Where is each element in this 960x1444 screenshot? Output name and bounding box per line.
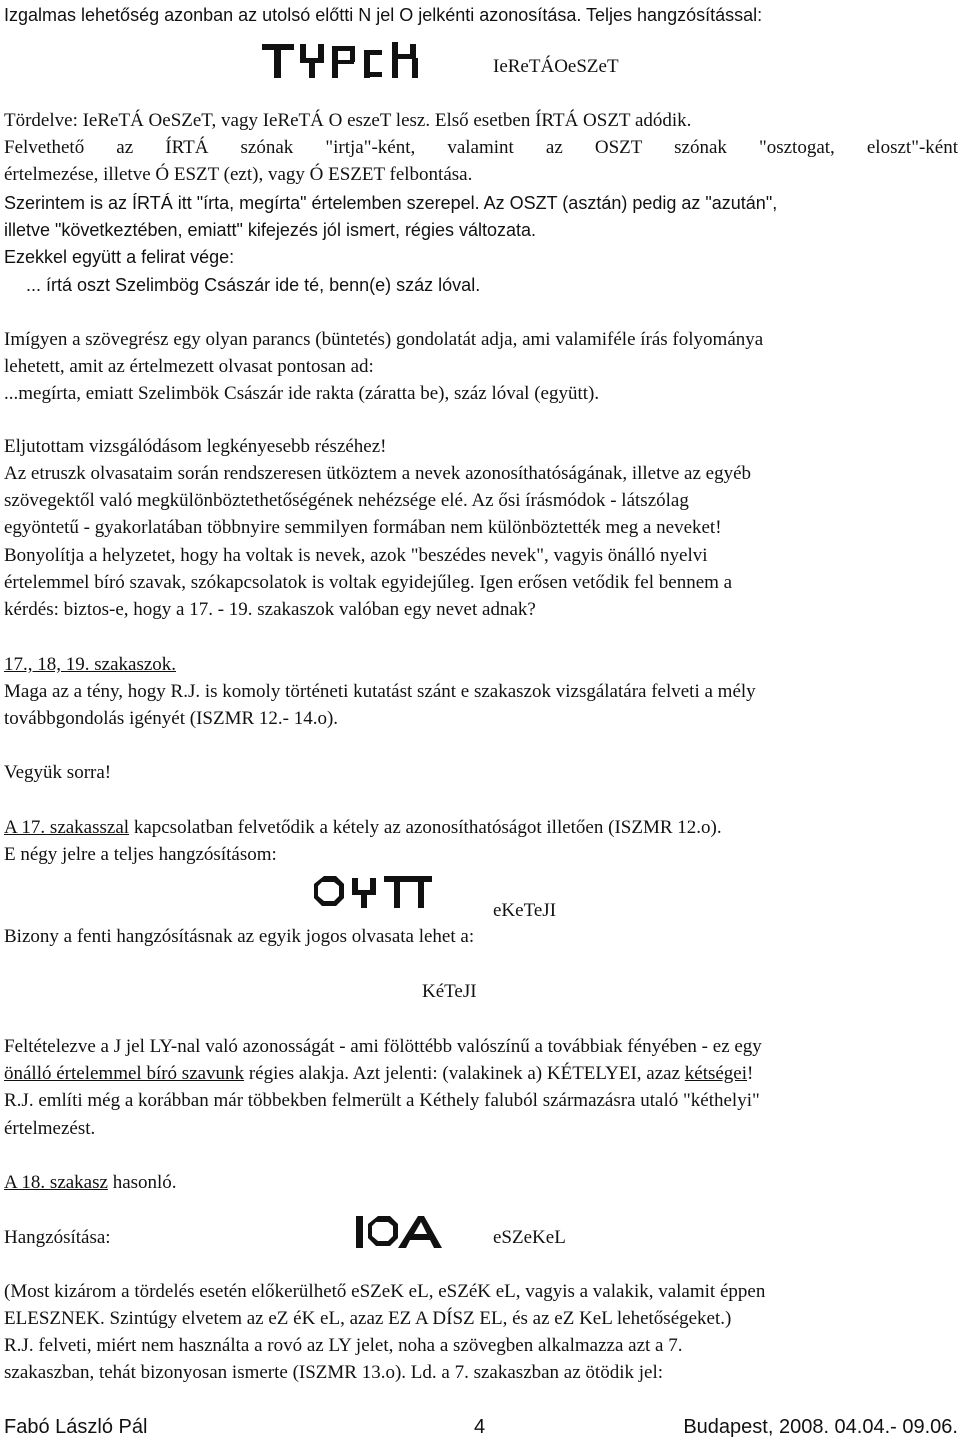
section1719-line-1: Maga az a tény, hogy R.J. is komoly történeti kutatást szánt e szakaszok vizsgálatára felveti a mély: [4, 681, 756, 702]
para3-line-1: Eljutottam vizsgálódásom legkényesebb részéhez!: [4, 436, 387, 457]
section18-heading: A 18. szakasz: [4, 1172, 108, 1193]
section17-heading: A 17. szakasszal: [4, 817, 130, 838]
para3-line-4: egyöntetű - gyakorlatában többnyire semmilyen formában nem különböztették meg a neveket!: [4, 517, 722, 538]
section1719-line-2: továbbgondolás igényét (ISZMR 12.- 14.o).: [4, 708, 339, 729]
para2-line-1: Imígyen a szövegrész egy olyan parancs (büntetés) gondolatát adja, ami valamiféle írás folyománya: [4, 329, 764, 350]
intro-line-3: Felvethető az ÍRTÁ szónak "irtja"-ként, valamint az OSZT szónak "osztogat, eloszt"-ként: [4, 137, 958, 158]
section18-line-4: szakaszban, tehát bizonyosan ismerte (ISZMR 13.o). Ld. a 7. szakaszban az ötödik jel:: [4, 1362, 663, 1383]
sound-reading-1: IeReTÁOeSZeT: [493, 56, 619, 77]
sound-reading-3: eSZeKeL: [493, 1227, 566, 1248]
footer-author: Fabó László Pál: [4, 1416, 148, 1438]
para3-line-6: értelemmel bíró szavak, szókapcsolatok is voltak egyidejűleg. Igen erősen vetődik fel bennem a: [4, 572, 733, 593]
section18-line-1: (Most kizárom a tördelés esetén előkerülhető eSZeK eL, eSZéK eL, vagyis a valakik, valamit éppen: [4, 1281, 766, 1302]
intro-line-5: Szerintem is az ÍRTÁ itt "írta, megírta" értelemben szerepel. Az OSZT (asztán) pedig az "azután",: [4, 193, 778, 213]
section17-line-6: értelmezést.: [4, 1118, 96, 1139]
runic-inscription-3-icon: [352, 1212, 446, 1252]
underlined-word: kétségei: [684, 1063, 748, 1084]
para3-line-3: szövegektől való megkülönböztethetőségének nehézsége elé. Az ősi írásmódok - látszólag: [4, 490, 689, 511]
section17-line-5: R.J. említi még a korábban már többekben felmerült a Kéthely faluból származásra utaló "kéthelyi": [4, 1090, 760, 1111]
para2-line-3: ...megírta, emiatt Szelimbök Császár ide rakta (záratta be), száz lóval (együtt).: [4, 383, 600, 404]
para3-line-7: kérdés: biztos-e, hogy a 17. - 19. szakaszok valóban egy nevet adnak?: [4, 599, 536, 620]
section17-line-3: Feltételezve a J jel LY-nal való azonosságát - ami fölöttébb valószínű a továbbiak fényében - ez egy: [4, 1036, 762, 1057]
intro-line-8: ... írtá oszt Szelimbög Császár ide té, benn(e) száz lóval.: [26, 275, 481, 295]
section18-heading-line: [4, 1170, 177, 1196]
section17-line-4-end: !: [747, 1063, 754, 1084]
section18-line-3: R.J. felveti, miért nem használta a rovó az LY jelet, noha a szövegben alkalmazza azt a 7.: [4, 1335, 683, 1356]
section-heading-17-19: 17., 18, 19. szakaszok.: [4, 654, 177, 675]
runic-inscription-1-icon: [260, 40, 432, 82]
sound-reading-2: eKeTeJI: [493, 900, 557, 921]
section17-line-4: [4, 1061, 753, 1087]
para3-line-2: Az etruszk olvasataim során rendszeresen ütköztem a nevek azonosíthatóságának, illetve az egyéb: [4, 463, 752, 484]
section17-heading-rest: kapcsolatban felvetődik a kétely az azonosíthatóságot illetően (ISZMR 12.o).: [129, 817, 722, 838]
intro-line-2: Tördelve: IeReTÁ OeSZeT, vagy IeReTÁ O eszeT lesz. Első esetben ÍRTÁ OSZT adódik.: [4, 110, 692, 131]
intro-line-7: Ezekkel együtt a felirat vége:: [4, 247, 235, 267]
underlined-phrase: önálló értelemmel bíró szavunk: [4, 1063, 245, 1084]
section18-heading-rest: hasonló.: [107, 1172, 177, 1193]
section18-label: Hangzósítása:: [4, 1227, 111, 1248]
intro-line-6: illetve "következtében, emiatt" kifejezés jól ismert, régies változata.: [4, 220, 537, 240]
footer-place-date: Budapest, 2008. 04.04.- 09.06.: [683, 1416, 958, 1438]
section1719-line-3: Vegyük sorra!: [4, 762, 112, 783]
runic-inscription-2-icon: [310, 872, 436, 912]
section17-line-1: E négy jelre a teljes hangzósításom:: [4, 844, 277, 865]
section17-line-4-mid: régies alakja. Azt jelenti: (valakinek a) KÉTELYEI, azaz: [244, 1063, 685, 1084]
footer-page-number: 4: [474, 1416, 486, 1438]
intro-line-4: értelmezése, illetve Ó ESZT (ezt), vagy Ó ESZET felbontása.: [4, 164, 473, 185]
reading-ketelyi: KéTeJI: [422, 981, 477, 1002]
section17-heading-line: [4, 815, 722, 841]
para3-line-5: Bonyolítja a helyzetet, hogy ha voltak is nevek, azok "beszédes nevek", vagyis önálló nyelvi: [4, 545, 708, 566]
intro-line-1: Izgalmas lehetőség azonban az utolsó előtti N jel O jelkénti azonosítása. Teljes hangzósítással:: [4, 5, 763, 25]
section17-line-2: Bizony a fenti hangzósításnak az egyik jogos olvasata lehet a:: [4, 926, 475, 947]
section18-line-2: ELESZNEK. Szintúgy elvetem az eZ éK eL, azaz EZ A DÍSZ EL, és az eZ KeL lehetőségeket.): [4, 1308, 732, 1329]
para2-line-2: lehetett, amit az értelmezett olvasat pontosan ad:: [4, 356, 374, 377]
